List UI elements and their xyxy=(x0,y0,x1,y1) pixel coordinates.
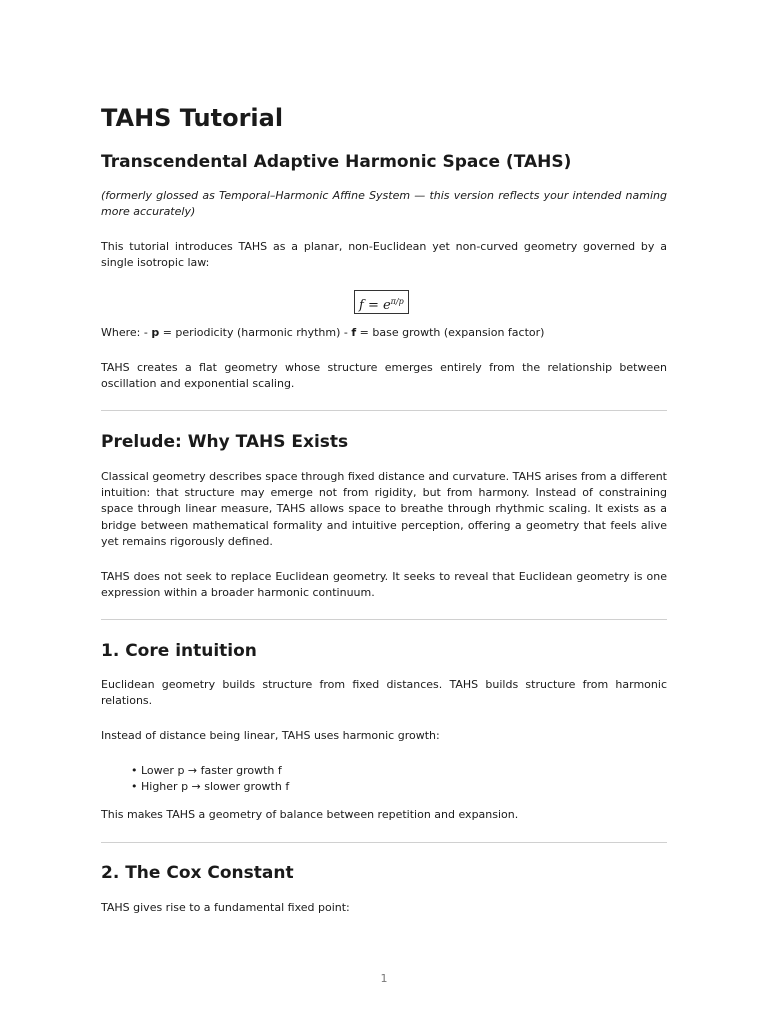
core-paragraph-2: Instead of distance being linear, TAHS uses harmonic growth: xyxy=(101,729,440,742)
list-item: • Lower p → faster growth f xyxy=(131,763,289,779)
where-p-desc: = periodicity (harmonic rhythm) - xyxy=(159,326,352,339)
where-f-symbol: f xyxy=(351,326,357,339)
prelude-paragraph-1: Classical geometry describes space through fixed distance and curvature. TAHS arises from a different intuition: that structure may emerge not from rigidity, but from harmony. Instead of constraining space through linear measure, TAHS allows space to breathe through rhythmic scaling. It exists as a bridge between mathematical formality and intuitive perception, offering a geometry that feels alive yet remains rigorously defined. xyxy=(101,470,667,548)
divider xyxy=(101,842,667,843)
divider xyxy=(101,619,667,620)
formula-exponent: π/p xyxy=(390,297,404,306)
list-item: • Higher p → slower growth f xyxy=(131,779,289,795)
page-number: 1 xyxy=(380,972,388,985)
subtitle-heading: Transcendental Adaptive Harmonic Space (TAHS) xyxy=(101,152,572,172)
cox-paragraph-1: TAHS gives rise to a fundamental fixed point: xyxy=(101,901,350,914)
flat-geometry-paragraph: TAHS creates a flat geometry whose structure emerges entirely from the relationship between oscillation and exponential scaling. xyxy=(101,361,667,391)
cox-heading: 2. The Cox Constant xyxy=(101,863,294,883)
naming-note: (formerly glossed as Temporal–Harmonic Affine System — this version reflects your intended naming more accurately) xyxy=(101,189,667,219)
core-paragraph-1: Euclidean geometry builds structure from fixed distances. TAHS builds structure from harmonic relations. xyxy=(101,678,667,708)
page-title: TAHS Tutorial xyxy=(101,104,284,132)
intro-paragraph: This tutorial introduces TAHS as a planar, non-Euclidean yet non-curved geometry governed by a single isotropic law: xyxy=(101,240,667,270)
formula-box xyxy=(354,290,409,314)
prelude-heading: Prelude: Why TAHS Exists xyxy=(101,432,349,452)
core-heading: 1. Core intuition xyxy=(101,641,257,661)
formula-eq: = e xyxy=(363,298,391,313)
where-f-desc: = base growth (expansion factor) xyxy=(356,326,545,339)
divider xyxy=(101,410,667,411)
where-prefix: Where: - xyxy=(101,326,152,339)
formula-lhs: f xyxy=(359,298,364,313)
growth-bullet-list xyxy=(131,763,289,795)
core-paragraph-3: This makes TAHS a geometry of balance between repetition and expansion. xyxy=(101,808,519,821)
prelude-paragraph-2: TAHS does not seek to replace Euclidean geometry. It seeks to reveal that Euclidean geometry is one expression within a broader harmonic continuum. xyxy=(101,570,667,600)
where-line xyxy=(101,325,667,341)
where-p-symbol: p xyxy=(151,326,160,339)
